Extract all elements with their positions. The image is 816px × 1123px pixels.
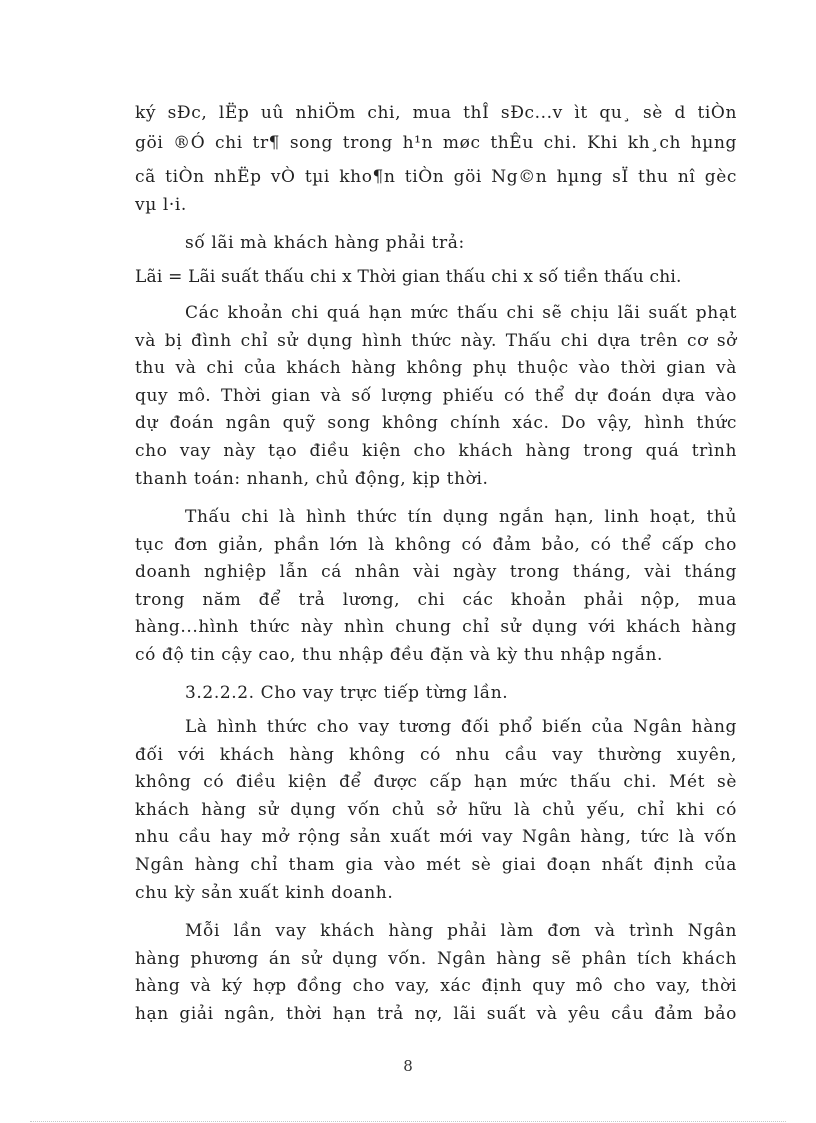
text-line: cho vay này tạo điều kiện cho khách hàng trong quá trình xyxy=(135,440,737,461)
paragraph-direct-loan xyxy=(135,714,737,907)
text-line: Thấu chi là hình thức tín dụng ngắn hạn, linh hoạt, thủ xyxy=(185,507,737,527)
text-line: chu kỳ sản xuất kinh doanh. xyxy=(135,882,394,903)
text-line: Ngân hàng chỉ tham gia vào mét sè giai đoạn nhất định của xyxy=(135,854,737,875)
text-line: hàng phương án sử dụng vốn. Ngân hàng sẽ phân tích khách xyxy=(135,948,737,969)
text-line: vµ l·i. xyxy=(135,194,187,215)
text-line: hàng và ký hợp đồng cho vay, xác định quy mô cho vay, thời xyxy=(135,976,737,997)
paragraph-loan-procedure xyxy=(135,918,737,1028)
section-heading xyxy=(185,680,737,708)
text-line: đối với khách hàng không có nhu cầu vay thường xuyên, xyxy=(135,744,737,765)
text-line: dự đoán ngân quỹ song không chính xác. Do vậy, hình thức xyxy=(135,413,737,434)
text-line: hàng...hình thức này nhìn chung chỉ sử dụng với khách hàng xyxy=(135,617,737,638)
text-line: khách hàng sử dụng vốn chủ sở hữu là chủ yếu, chỉ khi có xyxy=(135,799,737,820)
text-line: quy mô. Thời gian và số lượng phiếu có thể dự đoán dựa vào xyxy=(135,385,737,406)
text-line: doanh nghiệp lẫn cá nhân vài ngày trong tháng, vài tháng xyxy=(135,562,737,583)
text-line: nhu cầu hay mở rộng sản xuất mới vay Ngân hàng, tức là vốn xyxy=(135,827,737,848)
text-line: Là hình thức cho vay tương đối phổ biến của Ngân hàng xyxy=(185,717,737,737)
text-line: trong năm để trả lương, chi các khoản phải nộp, mua xyxy=(135,589,737,610)
text-line: có độ tin cậy cao, thu nhập đều đặn và kỳ thu nhập ngắn. xyxy=(135,644,664,665)
page-bottom-rule xyxy=(30,1121,786,1122)
text-line: 3.2.2.2. Cho vay trực tiếp từng lần. xyxy=(185,683,509,703)
text-line: không có điều kiện để được cấp hạn mức thấu chi. Mét sè xyxy=(135,772,737,793)
text-line: Lãi = Lãi suất thấu chi x Thời gian thấu chi x số tiền thấu chi. xyxy=(135,267,682,287)
text-line: ký sÐc, lËp uû nhiÖm chi, mua thÎ sÐc...v ìt qu¸ sè d tiÒn xyxy=(135,103,737,123)
text-line: số lãi mà khách hàng phải trả: xyxy=(185,233,465,253)
text-line: cã tiÒn nhËp vÒ tµi kho¶n tiÒn göi Ng©n hµng sÏ thu nî gèc xyxy=(135,167,737,188)
text-line: thu và chi của khách hàng không phụ thuộc vào thời gian và xyxy=(135,358,737,379)
text-line: göi ®Ó chi tr¶ song trong h¹n møc thÊu chi. Khi kh¸ch hµng xyxy=(135,132,737,153)
paragraph-overdraft-penalty xyxy=(135,300,737,493)
paragraph-interest-intro xyxy=(185,230,737,258)
text-line: thanh toán: nhanh, chủ động, kịp thời. xyxy=(135,468,489,489)
text-line: hạn giải ngân, thời hạn trả nợ, lãi suất và yêu cầu đảm bảo xyxy=(135,1003,737,1024)
text-line: và bị đình chỉ sử dụng hình thức này. Thấu chi dựa trên cơ sở xyxy=(135,330,737,351)
text-line: Mỗi lần vay khách hàng phải làm đơn và trình Ngân xyxy=(185,921,737,941)
text-line: tục đơn giản, phần lớn là không có đảm bảo, có thể cấp cho xyxy=(135,534,737,555)
page-number: 8 xyxy=(403,1057,413,1075)
paragraph-continuation xyxy=(135,100,737,219)
text-line: Các khoản chi quá hạn mức thấu chi sẽ chịu lãi suất phạt xyxy=(185,303,737,323)
interest-formula xyxy=(135,264,737,292)
paragraph-overdraft-features xyxy=(135,504,737,670)
